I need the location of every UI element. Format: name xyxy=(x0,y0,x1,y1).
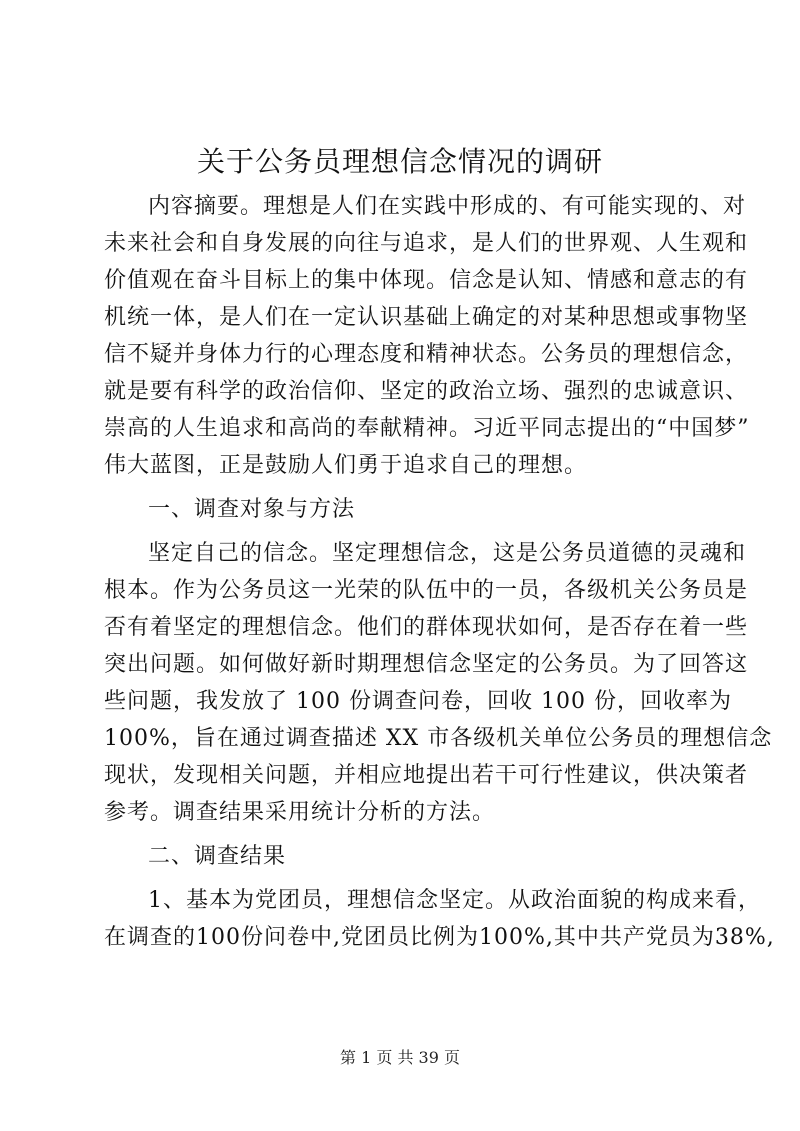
paragraph-line: 否有着坚定的理想信念。他们的群体现状如何，是否存在着一些 xyxy=(104,615,749,640)
paragraph-line: 参考。调查结果采用统计分析的方法。 xyxy=(104,800,496,825)
paragraph-line: 坚定自己的信念。坚定理想信念，这是公务员道德的灵魂和 xyxy=(148,541,747,566)
paragraph-line: 100%，旨在通过调查描述 XX 市各级机关单位公务员的理想信念 xyxy=(104,726,773,751)
paragraph-line: 伟大蓝图，正是鼓励人们勇于追求自己的理想。 xyxy=(104,453,588,478)
paragraph-line: 现状，发现相关问题，并相应地提出若干可行性建议，供决策者 xyxy=(104,763,749,788)
paragraph-line: 根本。作为公务员这一光荣的队伍中的一员，各级机关公务员是 xyxy=(104,578,749,603)
paragraph-line: 就是要有科学的政治信仰、坚定的政治立场、强烈的忠诚意识、 xyxy=(104,379,749,404)
paragraph-line: 机统一体，是人们在一定认识基础上确定的对某种思想或事物坚 xyxy=(104,305,749,330)
paragraph-line: 在调查的100份问卷中,党团员比例为100%,其中共产党员为38%, xyxy=(104,925,775,950)
paragraph-line: 未来社会和自身发展的向往与追求，是人们的世界观、人生观和 xyxy=(104,231,749,256)
paragraph-line: 突出问题。如何做好新时期理想信念坚定的公务员。为了回答这 xyxy=(104,652,749,677)
document-title: 关于公务员理想信念情况的调研 xyxy=(196,145,603,178)
paragraph-line: 崇高的人生追求和高尚的奉献精神。习近平同志提出的“中国梦” xyxy=(104,416,750,441)
paragraph-line: 价值观在奋斗目标上的集中体现。信念是认知、情感和意志的有 xyxy=(104,268,749,293)
section-heading: 一、调查对象与方法 xyxy=(148,497,356,522)
paragraph-line: 内容摘要。理想是人们在实践中形成的、有可能实现的、对 xyxy=(148,194,747,219)
paragraph-line: 信不疑并身体力行的心理态度和精神状态。公务员的理想信念， xyxy=(104,342,749,367)
paragraph-line: 1、基本为党团员，理想信念坚定。从政治面貌的构成来看， xyxy=(148,888,761,913)
page-footer: 第 1 页 共 39 页 xyxy=(340,1048,460,1067)
paragraph-line: 些问题，我发放了 100 份调查问卷，回收 100 份，回收率为 xyxy=(104,689,732,714)
section-heading: 二、调查结果 xyxy=(148,844,287,869)
